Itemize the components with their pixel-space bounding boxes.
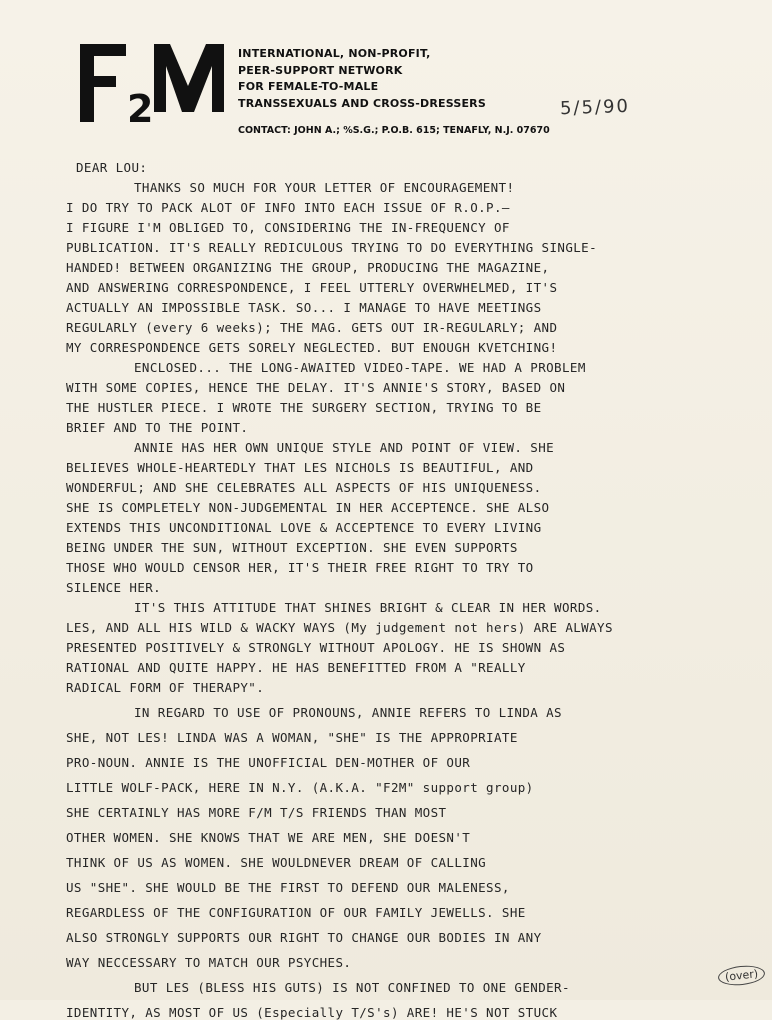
letter-line: MY CORRESPONDENCE GETS SORELY NEGLECTED. BUT ENOUGH KVETCHING!	[66, 340, 558, 355]
org-line: TRANSSEXUALS AND CROSS-DRESSERS	[238, 96, 486, 110]
letter-line: EXTENDS THIS UNCONDITIONAL LOVE & ACCEPTENCE TO EVERY LIVING	[66, 520, 542, 535]
org-description	[238, 46, 486, 112]
letter-line: I FIGURE I'M OBLIGED TO, CONSIDERING THE IN-FREQUENCY OF	[66, 220, 510, 235]
letter-line: LES, AND ALL HIS WILD & WACKY WAYS (My judgement not hers) ARE ALWAYS	[66, 620, 613, 635]
letter-line: THE HUSTLER PIECE. I WROTE THE SURGERY SECTION, TRYING TO BE	[66, 400, 542, 415]
letter-date: 5/5/90	[559, 95, 631, 120]
letter-line: REGULARLY (every 6 weeks); THE MAG. GETS OUT IR-REGULARLY; AND	[66, 320, 558, 335]
f2m-logo-graphic	[78, 42, 230, 124]
svg-text:2: 2	[127, 87, 154, 124]
letter-line: LITTLE WOLF-PACK, HERE IN N.Y. (A.K.A. "F2M" support group)	[66, 780, 534, 795]
letter-line: BUT LES (BLESS HIS GUTS) IS NOT CONFINED TO ONE GENDER-	[134, 980, 570, 995]
letter-line: DEAR LOU:	[76, 160, 148, 175]
letter-line: PRESENTED POSITIVELY & STRONGLY WITHOUT APOLOGY. HE IS SHOWN AS	[66, 640, 566, 655]
letter-line: WAY NECCESSARY TO MATCH OUR PSYCHES.	[66, 955, 352, 970]
letter-line: US "SHE". SHE WOULD BE THE FIRST TO DEFEND OUR MALENESS,	[66, 880, 510, 895]
letter-line: RATIONAL AND QUITE HAPPY. HE HAS BENEFITTED FROM A "REALLY	[66, 660, 526, 675]
over-note: (over)	[717, 964, 766, 988]
letter-line: PRO-NOUN. ANNIE IS THE UNOFFICIAL DEN-MOTHER OF OUR	[66, 755, 471, 770]
letter-line: WITH SOME COPIES, HENCE THE DELAY. IT'S ANNIE'S STORY, BASED ON	[66, 380, 566, 395]
org-line: INTERNATIONAL, NON-PROFIT,	[238, 47, 431, 60]
letter-line: OTHER WOMEN. SHE KNOWS THAT WE ARE MEN, SHE DOESN'T	[66, 830, 471, 845]
letter-line: BEING UNDER THE SUN, WITHOUT EXCEPTION. SHE EVEN SUPPORTS	[66, 540, 518, 555]
letter-line: ENCLOSED... THE LONG-AWAITED VIDEO-TAPE. WE HAD A PROBLEM	[134, 360, 586, 375]
letter-line: BELIEVES WHOLE-HEARTEDLY THAT LES NICHOLS IS BEAUTIFUL, AND	[66, 460, 534, 475]
letter-line: ALSO STRONGLY SUPPORTS OUR RIGHT TO CHANGE OUR BODIES IN ANY	[66, 930, 542, 945]
letter-line: ACTUALLY AN IMPOSSIBLE TASK. SO... I MANAGE TO HAVE MEETINGS	[66, 300, 542, 315]
letter-line: THOSE WHO WOULD CENSOR HER, IT'S THEIR FREE RIGHT TO TRY TO	[66, 560, 534, 575]
letter-line: HANDED! BETWEEN ORGANIZING THE GROUP, PRODUCING THE MAGAZINE,	[66, 260, 550, 275]
letter-line: IT'S THIS ATTITUDE THAT SHINES BRIGHT & CLEAR IN HER WORDS.	[134, 600, 602, 615]
letter-line: THANKS SO MUCH FOR YOUR LETTER OF ENCOURAGEMENT!	[134, 180, 515, 195]
letter-line: AND ANSWERING CORRESPONDENCE, I FEEL UTTERLY OVERWHELMED, IT'S	[66, 280, 558, 295]
letter-line: SHE IS COMPLETELY NON-JUDGEMENTAL IN HER ACCEPTENCE. SHE ALSO	[66, 500, 550, 515]
org-line: PEER-SUPPORT NETWORK	[238, 63, 403, 77]
letter-line: SILENCE HER.	[66, 580, 162, 595]
contact-info: CONTACT: JOHN A.; %S.G.; P.O.B. 615; TENAFLY, N.J. 07670	[238, 125, 550, 136]
f2m-logo	[78, 42, 230, 124]
letter-line: I DO TRY TO PACK ALOT OF INFO INTO EACH ISSUE OF R.O.P.—	[66, 200, 510, 215]
letter-line: PUBLICATION. IT'S REALLY REDICULOUS TRYING TO DO EVERYTHING SINGLE-	[66, 240, 598, 255]
letter-line: BRIEF AND TO THE POINT.	[66, 420, 249, 435]
letter-line: IN REGARD TO USE OF PRONOUNS, ANNIE REFERS TO LINDA AS	[134, 705, 562, 720]
letter-line: REGARDLESS OF THE CONFIGURATION OF OUR FAMILY JEWELLS. SHE	[66, 905, 526, 920]
letter-line: IDENTITY, AS MOST OF US (Especially T/S's) ARE! HE'S NOT STUCK	[66, 1005, 558, 1020]
org-line: FOR FEMALE-TO-MALE	[238, 80, 379, 93]
letter-line: THINK OF US AS WOMEN. SHE WOULDNEVER DREAM OF CALLING	[66, 855, 487, 870]
letter-line: WONDERFUL; AND SHE CELEBRATES ALL ASPECTS OF HIS UNIQUENESS.	[66, 480, 542, 495]
letter-line: SHE, NOT LES! LINDA WAS A WOMAN, "SHE" IS THE APPROPRIATE	[66, 730, 518, 745]
letter-line: SHE CERTAINLY HAS MORE F/M T/S FRIENDS THAN MOST	[66, 805, 447, 820]
letter-line: ANNIE HAS HER OWN UNIQUE STYLE AND POINT OF VIEW. SHE	[134, 440, 555, 455]
letter-line: RADICAL FORM OF THERAPY".	[66, 680, 265, 695]
